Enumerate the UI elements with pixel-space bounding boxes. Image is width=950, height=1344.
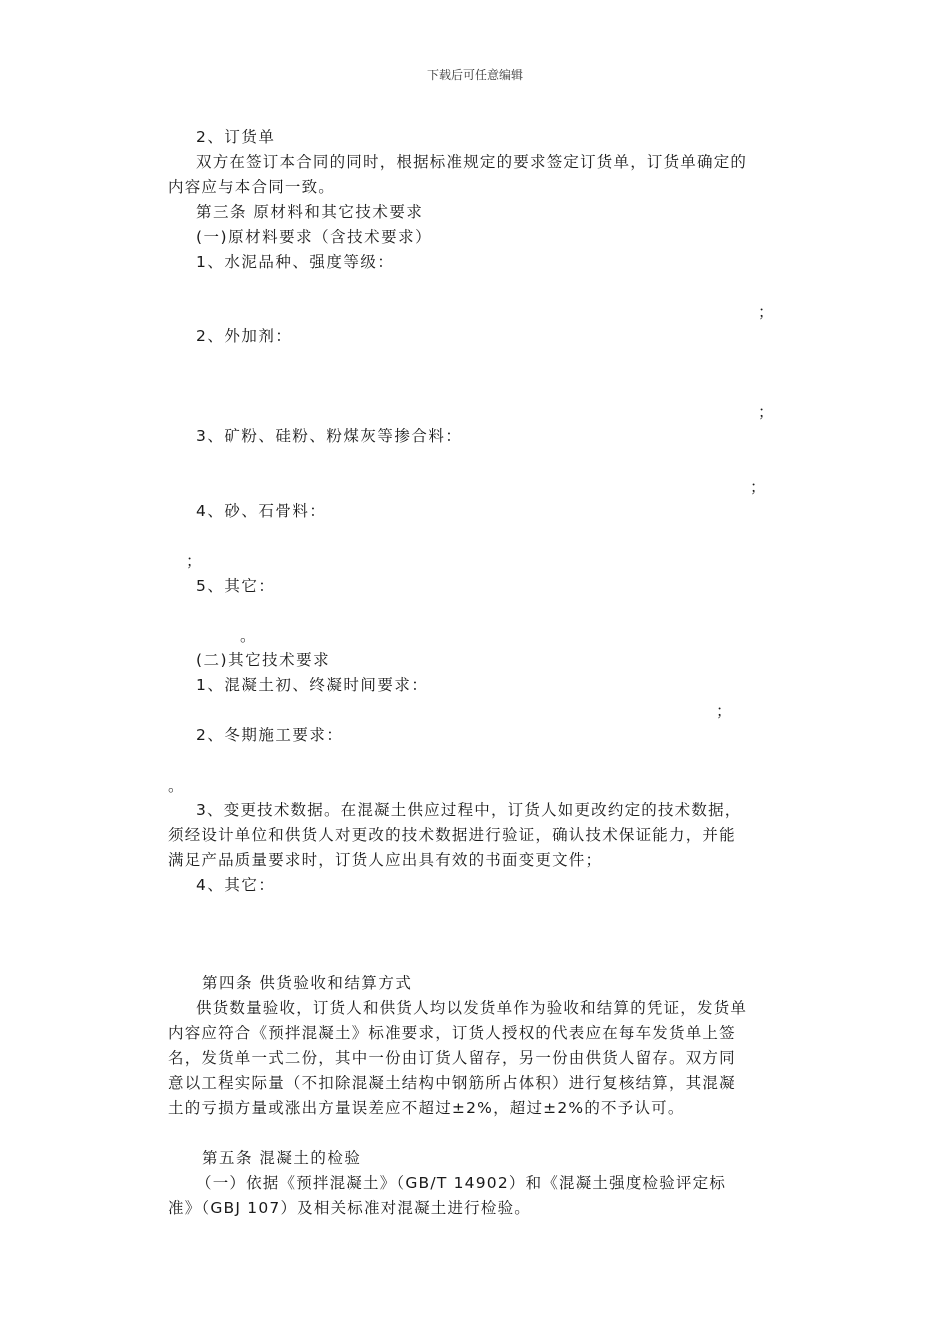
item-change-data-2: 须经设计单位和供货人对更改的技术数据进行验证，确认技术保证能力，并能 — [168, 826, 736, 844]
line-order-form-body-2: 内容应与本合同一致。 — [168, 178, 336, 196]
item-mineral-additives: 3、矿粉、硅粉、粉煤灰等掺合料： — [196, 427, 463, 445]
article-4-body-4: 意以工程实际量（不扣除混凝土结构中钢筋所占体积）进行复核结算，其混凝 — [168, 1074, 736, 1092]
punct-semicolon: ； — [758, 403, 774, 421]
punct-period: 。 — [168, 777, 184, 795]
page-header: 下载后可任意编辑 — [426, 68, 523, 82]
article-5-body-2: 准》（GBJ 107）及相关标准对混凝土进行检验。 — [168, 1199, 531, 1217]
item-admixture: 2、外加剂： — [196, 327, 293, 345]
item-setting-time: 1、混凝土初、终凝时间要求： — [196, 676, 429, 694]
item-change-data-1: 3、变更技术数据。在混凝土供应过程中，订货人如更改约定的技术数据， — [196, 801, 742, 819]
punct-semicolon: ； — [186, 552, 202, 570]
item-other-tech: 4、其它： — [196, 876, 276, 894]
item-other-materials: 5、其它： — [196, 577, 276, 595]
line-order-form-body-1: 双方在签订本合同的同时，根据标准规定的要求签定订货单，订货单确定的 — [196, 153, 748, 171]
article-4-heading: 第四条 供货验收和结算方式 — [202, 974, 413, 992]
article-3-heading: 第三条 原材料和其它技术要求 — [196, 203, 424, 221]
article-4-body-1: 供货数量验收，订货人和供货人均以发货单作为验收和结算的凭证，发货单 — [196, 999, 748, 1017]
article-4-body-2: 内容应符合《预拌混凝土》标准要求，订货人授权的代表应在每车发货单上签 — [168, 1024, 736, 1042]
line-order-form-title: 2、订货单 — [196, 128, 276, 146]
article-5-body-1: （一）依据《预拌混凝土》（GB/T 14902）和《混凝土强度检验评定标 — [196, 1174, 727, 1192]
article-4-body-5: 土的亏损方量或涨出方量误差应不超过±2%，超过±2%的不予认可。 — [168, 1099, 685, 1117]
punct-semicolon: ； — [758, 303, 774, 321]
article-4-body-3: 名，发货单一式二份，其中一份由订货人留存，另一份由供货人留存。双方同 — [168, 1049, 736, 1067]
article-5-heading: 第五条 混凝土的检验 — [202, 1149, 362, 1167]
item-winter-construction: 2、冬期施工要求： — [196, 726, 344, 744]
item-change-data-3: 满足产品质量要求时，订货人应出具有效的书面变更文件； — [168, 851, 603, 869]
punct-semicolon: ； — [750, 478, 766, 496]
punct-semicolon: ； — [716, 702, 732, 720]
item-cement: 1、水泥品种、强度等级： — [196, 253, 395, 271]
raw-material-heading: (一)原材料要求（含技术要求） — [196, 228, 433, 246]
punct-period: 。 — [240, 627, 256, 645]
other-tech-heading: (二)其它技术要求 — [196, 651, 331, 669]
item-aggregate: 4、砂、石骨料： — [196, 502, 327, 520]
